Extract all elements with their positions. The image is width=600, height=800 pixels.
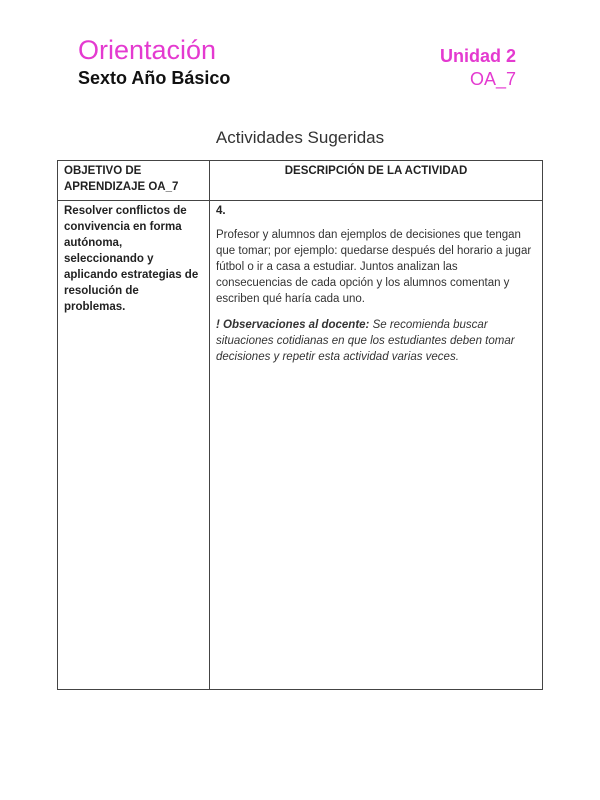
observations-text: Se recomienda buscar situaciones cotidianas en que los estudiantes deben tomar decisiones y repetir esta actividad varias veces.	[216, 319, 515, 363]
observations-label: ! Observaciones al docente:	[216, 319, 370, 331]
header-right	[440, 45, 516, 90]
table-row	[58, 201, 543, 690]
header-description: DESCRIPCIÓN DE LA ACTIVIDAD	[210, 161, 543, 201]
header-left	[78, 34, 230, 89]
section-title: Actividades Sugeridas	[215, 128, 385, 147]
description-cell	[210, 201, 543, 690]
observations	[216, 317, 536, 365]
activity-description: Profesor y alumnos dan ejemplos de decisiones que tengan que tomar; por ejemplo: quedarse después del horario a jugar fútbol o ir a casa a estudiar. Juntos analizan las consecuencias de cada opción y los alumnos comentan y escriben qué haría cada uno.	[216, 229, 532, 305]
unit-label: Unidad 2	[439, 46, 516, 66]
activity-table	[57, 160, 543, 690]
activity-number: 4.	[216, 205, 226, 217]
grade-title: Sexto Año Básico	[78, 68, 231, 88]
objective-cell	[58, 201, 210, 690]
table-header-row	[58, 161, 543, 201]
subject-title: Orientación	[78, 35, 217, 65]
oa-label: OA_7	[469, 69, 516, 89]
objective-text: Resolver conflictos de convivencia en forma autónoma, seleccionando y aplicando estrategias de resolución de problemas.	[64, 205, 199, 313]
header-objective: OBJETIVO DE APRENDIZAJE OA_7	[58, 161, 210, 201]
